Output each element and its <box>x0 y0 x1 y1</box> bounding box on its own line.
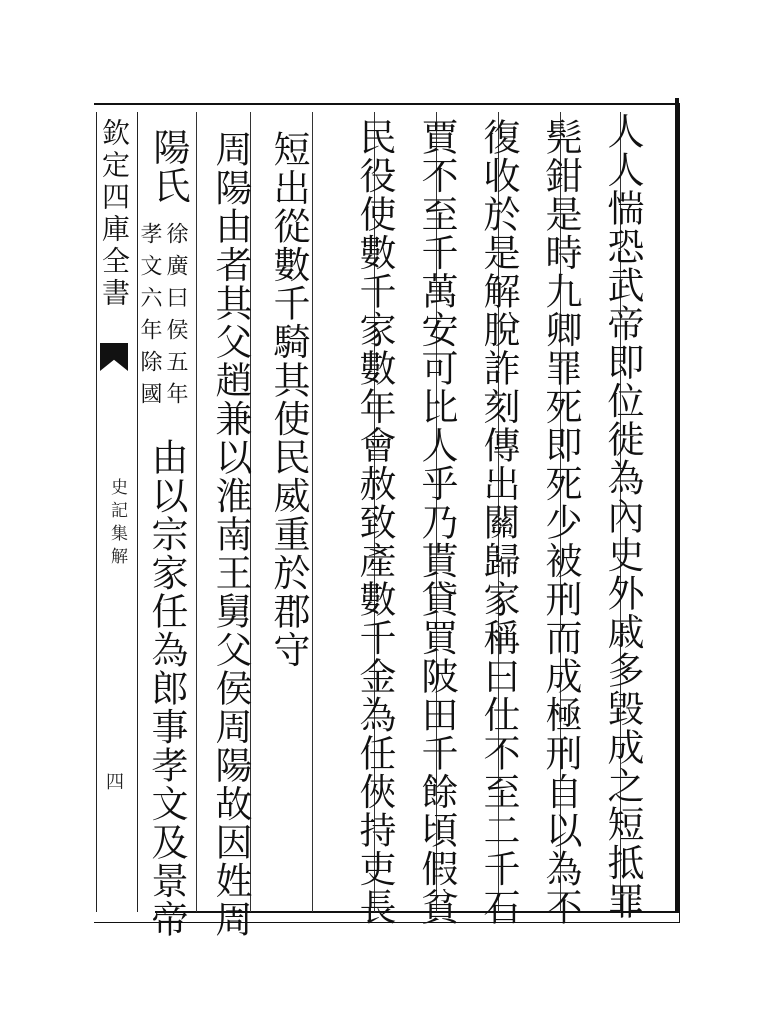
text-column-1: 人人惴恐武帝即位徙為內史外戚多毀成之短抵罪 <box>601 112 644 921</box>
text-column-8-head: 陽氏 <box>147 128 190 205</box>
column-rule <box>196 112 197 912</box>
text-column-8-tail: 由以宗家任為郎事孝文及景帝 <box>145 438 188 939</box>
text-column-5: 民役使數千家數年會赦致產數千金為任俠持吏長 <box>353 118 396 927</box>
text-column-6: 短出從數千騎其使民威重於郡守 <box>267 130 310 669</box>
edge-book-title: 欽定四庫全書 <box>98 118 131 310</box>
frame-top-border <box>94 103 678 105</box>
annotation-left-text: 孝文六年除國 <box>137 222 162 414</box>
column-rule <box>312 112 313 912</box>
text-column-4: 賈不至千萬安可比人乎乃貰貸買陂田千餘頃假貧 <box>415 118 458 927</box>
annotation-right-text: 徐廣曰侯五年 <box>163 222 188 414</box>
annotation-line-right <box>162 222 188 414</box>
text-column-3: 復收於是解脫詐刻傳出關歸家稱曰仕不至二千石 <box>477 118 520 927</box>
text-column-7: 周陽由者其父趙兼以淮南王舅父侯周陽故因姓周 <box>209 130 252 939</box>
edge-page-number: 四 <box>106 772 124 793</box>
edge-section-title: 史記集解 <box>107 478 127 570</box>
text-column-2: 髡鉗是時九卿罪死即死少被刑而成極刑自以為不 <box>539 118 582 927</box>
annotation-line-left <box>136 222 162 414</box>
frame-right-border <box>675 98 679 913</box>
